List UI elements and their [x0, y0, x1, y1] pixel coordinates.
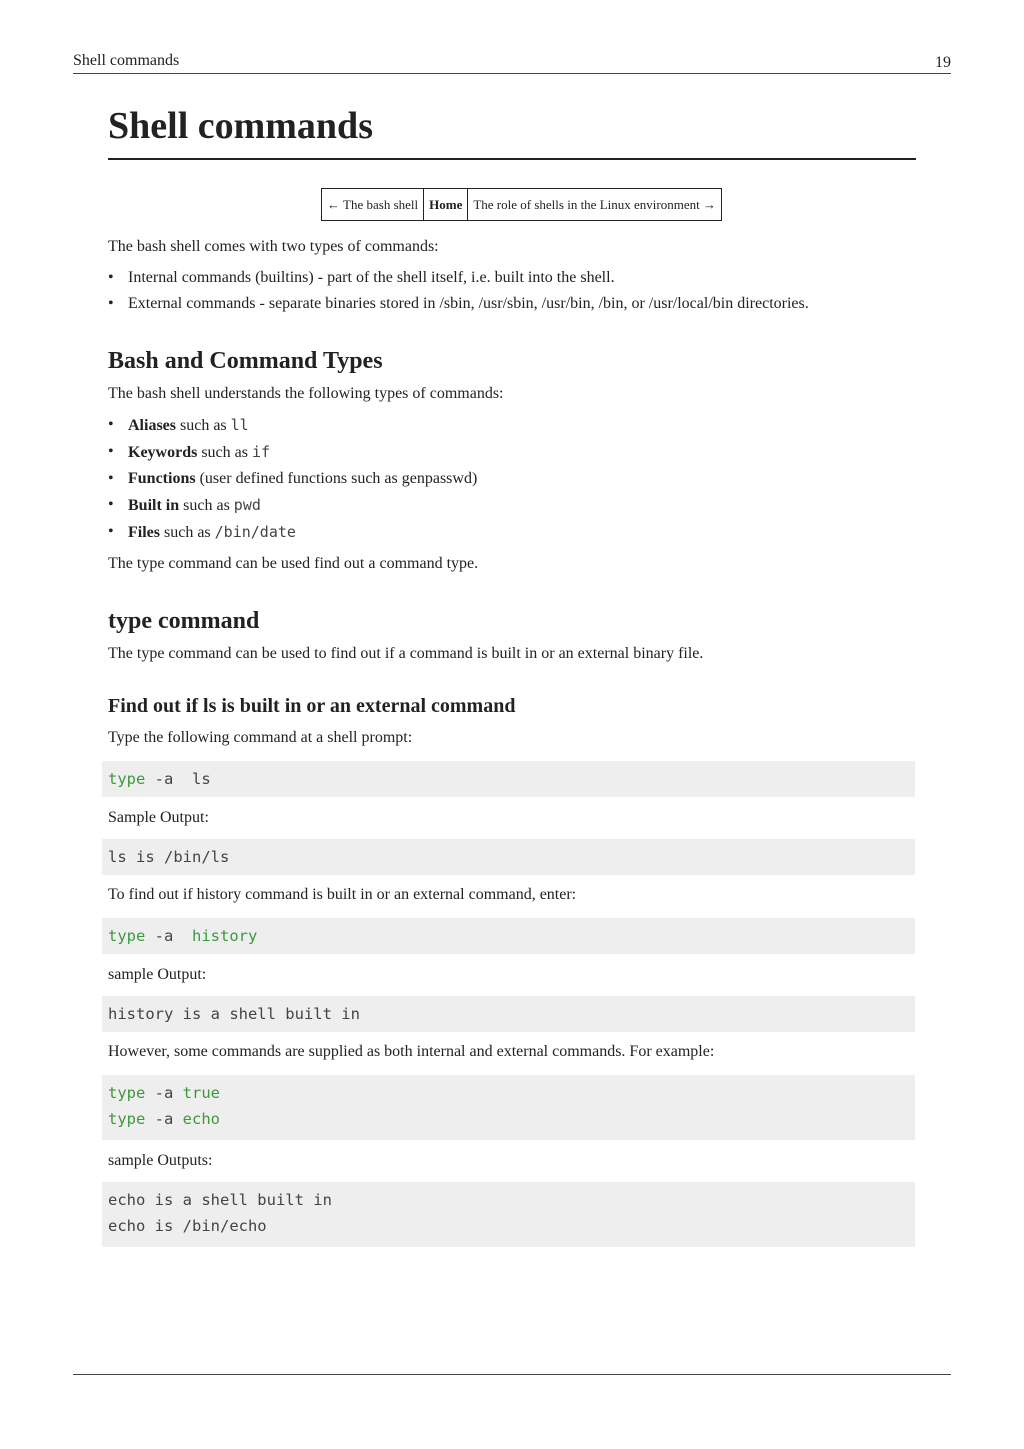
code-line	[108, 923, 909, 949]
bullet-icon: •	[108, 496, 114, 513]
inline-code: ll	[230, 416, 249, 434]
code-text: -a	[145, 1110, 183, 1128]
list-item	[108, 522, 921, 543]
term-desc: such as	[160, 524, 215, 541]
code-line: history is a shell built in	[108, 1005, 360, 1023]
nav-home-link[interactable]: Home	[423, 189, 467, 220]
code-keyword: type	[108, 927, 146, 945]
running-header	[73, 51, 951, 74]
bash-types-text: The bash shell understands the following types of commands:	[108, 385, 504, 402]
bullet-icon: •	[108, 470, 114, 487]
code-block-output-history	[102, 996, 915, 1032]
footer-rule	[73, 1374, 951, 1375]
section-heading-bash-types: Bash and Command Types	[108, 348, 383, 374]
nav-next-link[interactable]: The role of shells in the Linux environment →	[467, 189, 721, 220]
code-keyword: type	[108, 770, 146, 788]
code-keyword: history	[192, 927, 258, 945]
navigation-box	[321, 188, 722, 221]
prompt-text: Type the following command at a shell prompt:	[108, 729, 413, 746]
history-text: To find out if history command is built in or an external command, enter:	[108, 886, 577, 903]
code-keyword: type	[108, 1084, 146, 1102]
subsection-heading-find-out: Find out if ls is built in or an external command	[108, 695, 516, 717]
term-desc: such as	[176, 417, 231, 434]
list-item	[108, 442, 921, 463]
sample-output-label: sample Output:	[108, 966, 207, 983]
sample-output-label: Sample Output:	[108, 809, 209, 826]
page-number: 19	[935, 54, 951, 71]
code-line	[108, 1080, 909, 1106]
term: Files	[128, 524, 160, 541]
code-keyword: echo	[182, 1110, 220, 1128]
command-types-list	[108, 415, 921, 543]
list-item	[108, 469, 921, 489]
code-line: echo is /bin/echo	[108, 1217, 267, 1235]
code-text: -a	[145, 927, 192, 945]
section-heading-type-command: type command	[108, 608, 260, 634]
bash-types-after-text: The type command can be used find out a command type.	[108, 555, 479, 572]
inline-code: /bin/date	[214, 523, 296, 541]
list-item-text: Internal commands (builtins) - part of the shell itself, i.e. built into the shell.	[128, 269, 615, 286]
inline-code: pwd	[233, 496, 261, 514]
code-line	[108, 766, 909, 792]
code-keyword: true	[182, 1084, 220, 1102]
list-item	[108, 294, 921, 314]
list-item	[108, 268, 921, 288]
bullet-icon: •	[108, 416, 114, 433]
sample-outputs-label: sample Outputs:	[108, 1152, 213, 1169]
list-item	[108, 495, 921, 516]
bullet-icon: •	[108, 295, 114, 312]
term-desc: such as	[179, 497, 234, 514]
code-block-type-true-echo	[102, 1075, 915, 1140]
code-text: -a ls	[145, 770, 211, 788]
intro-list	[108, 268, 921, 314]
inline-code: if	[251, 443, 271, 461]
term: Aliases	[128, 417, 176, 434]
term: Built in	[128, 497, 180, 514]
intro-text: The bash shell comes with two types of commands:	[108, 238, 439, 255]
term-desc: such as	[197, 444, 252, 461]
page-title: Shell commands	[108, 100, 916, 160]
bullet-icon: •	[108, 523, 114, 540]
code-line: echo is a shell built in	[108, 1191, 332, 1209]
list-item	[108, 415, 921, 436]
code-block-output-echo	[102, 1182, 915, 1247]
bullet-icon: •	[108, 443, 114, 460]
nav-prev-link[interactable]: ← The bash shell	[327, 197, 419, 212]
code-block-type-ls	[102, 761, 915, 797]
code-block-output-ls	[102, 839, 915, 875]
list-item-text: External commands - separate binaries stored in /sbin, /usr/sbin, /usr/bin, /bin, or /usr/local/bin directories.	[128, 295, 809, 312]
code-line: ls is /bin/ls	[108, 848, 230, 866]
code-keyword: type	[108, 1110, 146, 1128]
page-content	[108, 100, 921, 1247]
code-text: -a	[145, 1084, 183, 1102]
running-header-title: Shell commands	[73, 52, 180, 69]
term: Functions	[128, 470, 196, 487]
term-desc: (user defined functions such as genpasswd)	[195, 470, 478, 487]
bullet-icon: •	[108, 269, 114, 286]
type-command-text: The type command can be used to find out if a command is built in or an external binary file.	[108, 645, 704, 662]
both-commands-text: However, some commands are supplied as both internal and external commands. For example:	[108, 1043, 715, 1060]
code-line	[108, 1106, 909, 1132]
term: Keywords	[128, 444, 198, 461]
code-block-type-history	[102, 918, 915, 954]
